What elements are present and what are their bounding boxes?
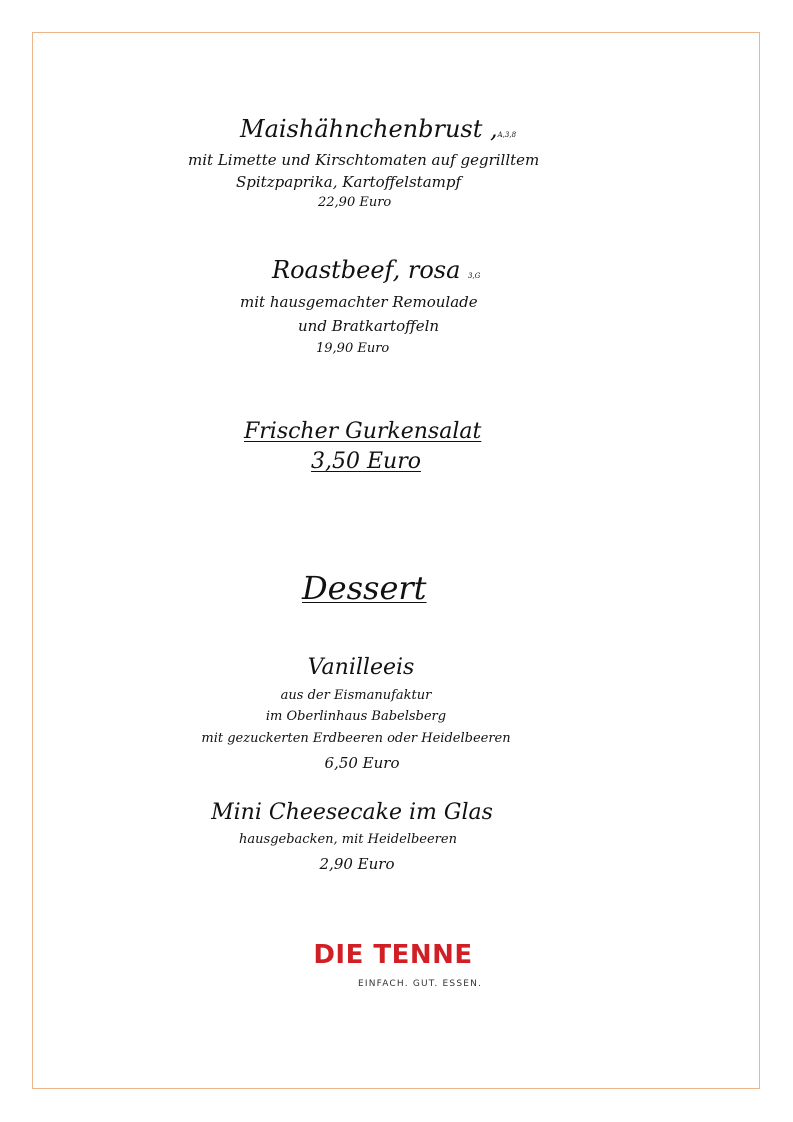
dish2-name: Roastbeef, rosa <box>272 256 461 284</box>
side-price: 3,50 Euro <box>311 449 421 474</box>
dessert1-price: 6,50 Euro <box>324 754 400 772</box>
dessert1-desc-line1: aus der Eismanufaktur <box>280 688 432 703</box>
dessert2-desc-line1: hausgebacken, mit Heidelbeeren <box>239 832 457 847</box>
dish1-desc-line1: mit Limette und Kirschtomaten auf gegrilltem <box>188 151 540 169</box>
side-name: Frischer Gurkensalat <box>244 419 482 444</box>
dish1-price: 22,90 Euro <box>318 195 392 210</box>
dessert1-desc-line3: mit gezuckerten Erdbeeren oder Heidelbeeren <box>201 731 511 746</box>
dish2-title <box>272 256 480 284</box>
dessert1-desc-line2: im Oberlinhaus Babelsberg <box>265 709 447 724</box>
dish1-desc-line2: Spitzpaprika, Kartoffelstampf <box>236 173 462 191</box>
dish2-allergens: 3,G <box>468 272 481 280</box>
dish1-name: Maishähnchenbrust , <box>240 115 498 143</box>
dish1-title <box>240 115 516 143</box>
dish1-allergens: A,3,8 <box>497 131 517 139</box>
dish2-price: 19,90 Euro <box>316 341 390 356</box>
logo-tagline: EINFACH. GUT. ESSEN. <box>358 979 483 989</box>
die-tenne-logo: DIE TENNE <box>313 940 473 970</box>
dessert1-name: Vanilleeis <box>307 655 415 680</box>
dessert2-name: Mini Cheesecake im Glas <box>211 800 493 825</box>
dish2-desc-line1: mit hausgemachter Remoulade <box>240 293 478 311</box>
dessert2-price: 2,90 Euro <box>319 855 395 873</box>
dish2-desc-line2: und Bratkartoffeln <box>298 317 440 335</box>
dessert-heading: Dessert <box>302 569 427 607</box>
